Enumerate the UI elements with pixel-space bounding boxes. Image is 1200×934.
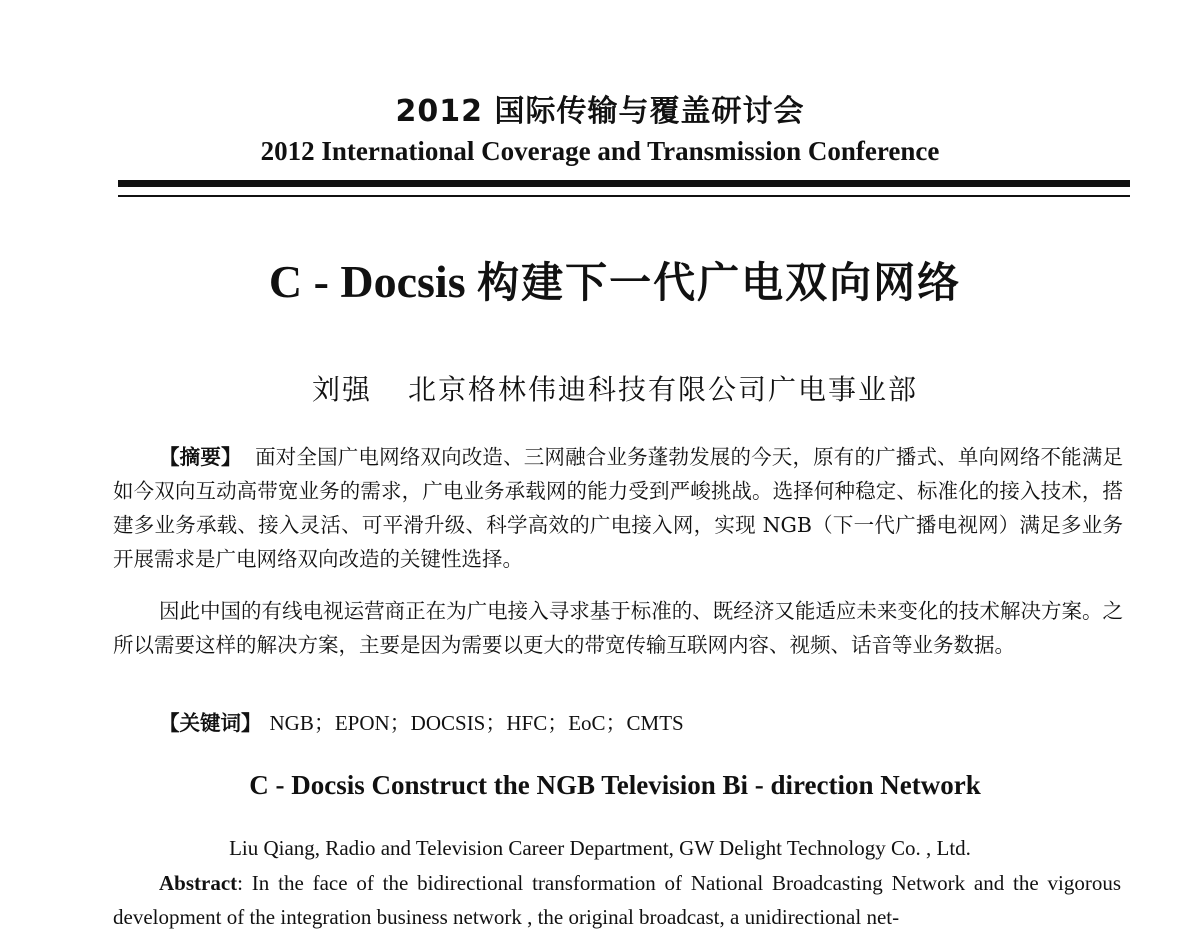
abstract-label-cn: 【摘要】 bbox=[159, 445, 242, 469]
paper-title-latin-part: C - Docsis bbox=[268, 256, 478, 307]
paper-title-chinese-part: 构建下一代广电双向网络 bbox=[477, 258, 962, 307]
header-rule-thin bbox=[118, 195, 1130, 197]
keywords-line-cn bbox=[159, 706, 684, 737]
abstract-label-en: Abstract bbox=[159, 871, 238, 895]
author-line-en: Liu Qiang, Radio and Television Career Department, GW Delight Technology Co. , Ltd. bbox=[229, 836, 971, 860]
paper-title-cn bbox=[0, 250, 1200, 310]
abstract-paragraph-en bbox=[113, 866, 1121, 934]
author-affiliation-cn: 北京格林伟迪科技有限公司广电事业部 bbox=[408, 373, 919, 406]
author-line-cn bbox=[0, 368, 1200, 408]
author-name-cn: 刘强 bbox=[311, 373, 372, 406]
abstract-text-cn-1: 面对全国广电网络双向改造、三网融合业务蓬勃发展的今天，原有的广播式、单向网络不能满足如今双向互动高带宽业务的需求，广电业务承载网的能力受到严峻挑战。选择何种稳定、标准化的接入技术，搭建多业务承载、接入灵活、可平滑升级、科学高效的广电接入网，实现 NGB（下一代广播电视网）满足多业务开展需求是广电网络双向改造的关键性选择。 bbox=[113, 445, 1123, 571]
paper-title-en: C - Docsis Construct the NGB Television Bi - direction Network bbox=[249, 770, 981, 800]
conference-title-en: 2012 International Coverage and Transmission Conference bbox=[260, 136, 940, 166]
abstract-paragraph-cn-2: 因此中国的有线电视运营商正在为广电接入寻求基于标准的、既经济又能适应未来变化的技术解决方案。之所以需要这样的解决方案，主要是因为需要以更大的带宽传输互联网内容、视频、话音等业务数据。 bbox=[113, 599, 1123, 657]
abstract-paragraph-cn-1 bbox=[113, 440, 1123, 576]
abstract-text-en: : In the face of the bidirectional transformation of National Broadcasting Network and the vigorous development of the integration business network , the original broadcast, a unidirectional net- bbox=[113, 871, 1121, 929]
keywords-value: NGB；EPON；DOCSIS；HFC；EoC；CMTS bbox=[269, 711, 684, 735]
keywords-label-cn: 【关键词】 bbox=[159, 711, 262, 735]
conference-title-cn: 2012 国际传输与覆盖研讨会 bbox=[395, 94, 805, 129]
header-rule-thick bbox=[118, 180, 1130, 187]
